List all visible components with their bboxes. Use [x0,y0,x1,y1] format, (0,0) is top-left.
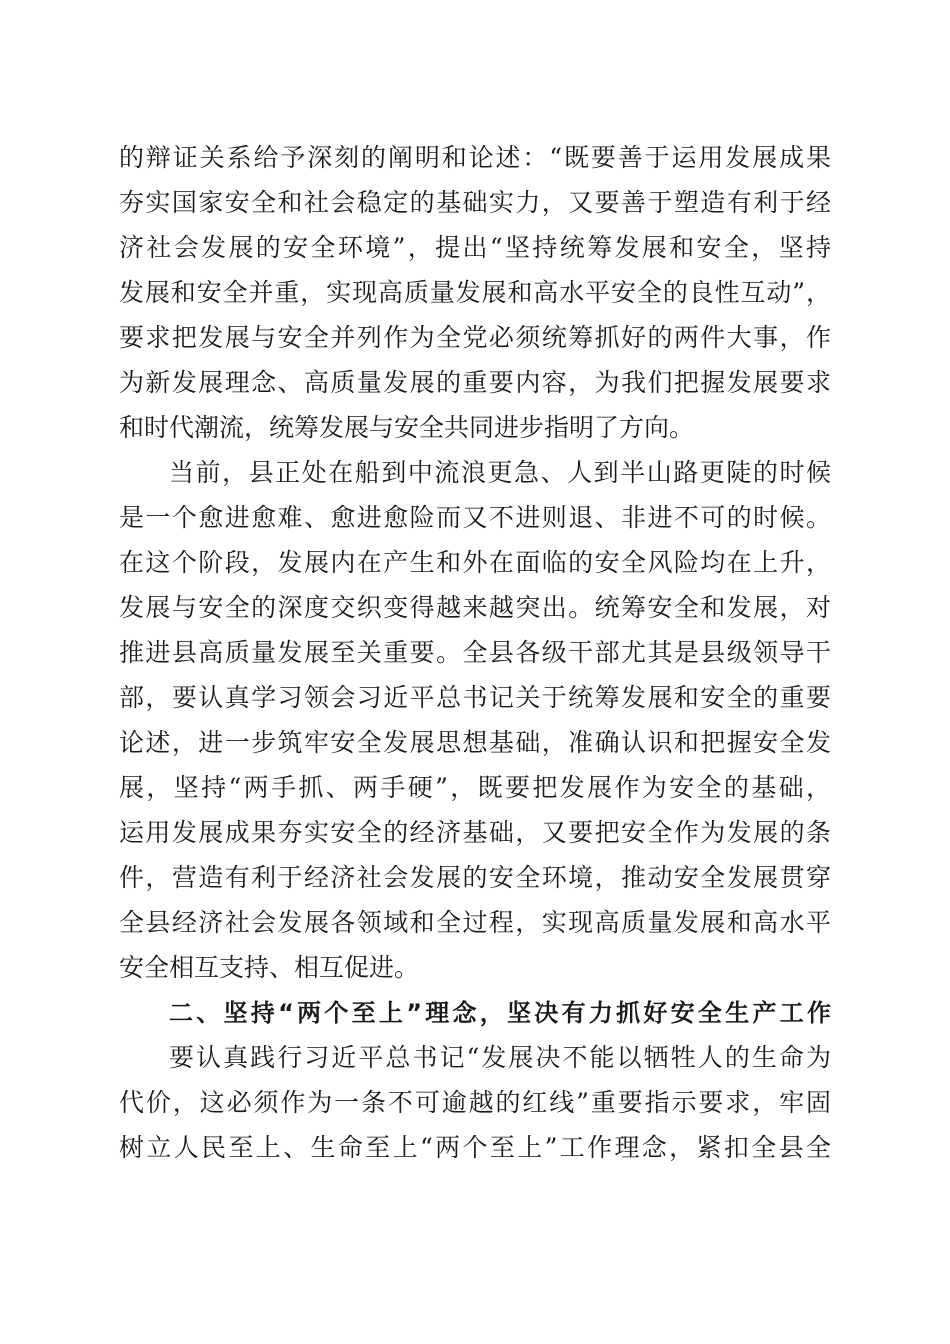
text-line: 的辩证关系给予深刻的阐明和论述：“既要善于运用发展成果 [119,143,831,172]
text-line: 发展与安全的深度交织变得越来越突出。统筹安全和发展，对 [119,593,831,622]
text-line: 要求把发展与安全并列作为全党必须统筹抓好的两件大事，作 [119,323,831,352]
text-line: 夯实国家安全和社会稳定的基础实力，又要善于塑造有利于经 [119,188,831,217]
text-line: 在这个阶段，发展内在产生和外在面临的安全风险均在上升， [119,548,831,577]
text-line: 全县经济社会发展各领域和全过程，实现高质量发展和高水平 [119,908,831,937]
text-line: 论述，进一步筑牢安全发展思想基础，准确认识和把握安全发 [119,728,831,757]
text-line: 和时代潮流，统筹发展与安全共同进步指明了方向。 [119,413,695,442]
text-line: 为新发展理念、高质量发展的重要内容，为我们把握发展要求 [119,368,831,397]
text-line: 部，要认真学习领会习近平总书记关于统筹发展和安全的重要 [119,683,831,712]
text-line: 树立人民至上、生命至上“两个至上”工作理念，紧扣全县全 [119,1133,831,1162]
text-line: 当前，县正处在船到中流浪更急、人到半山路更陡的时候 [169,458,831,487]
text-line: 济社会发展的安全环境”，提出“坚持统筹发展和安全，坚持 [119,233,831,262]
text-line: 运用发展成果夯实安全的经济基础，又要把安全作为发展的条 [119,818,831,847]
text-line: 推进县高质量发展至关重要。全县各级干部尤其是县级领导干 [119,638,831,667]
text-line: 代价，这必须作为一条不可逾越的红线”重要指示要求，牢固 [119,1088,831,1117]
section-heading: 二、坚持“两个至上”理念，坚决有力抓好安全生产工作 [169,999,831,1027]
text-line: 展，坚持“两手抓、两手硬”，既要把发展作为安全的基础， [119,773,831,802]
text-line: 要认真践行习近平总书记“发展决不能以牺牲人的生命为 [169,1043,831,1072]
text-line: 是一个愈进愈难、愈进愈险而又不进则退、非进不可的时候。 [119,503,831,532]
text-line: 发展和安全并重，实现高质量发展和高水平安全的良性互动”， [119,278,831,307]
text-line: 件，营造有利于经济社会发展的安全环境，推动安全发展贯穿 [119,863,831,892]
text-line: 安全相互支持、相互促进。 [119,953,420,982]
